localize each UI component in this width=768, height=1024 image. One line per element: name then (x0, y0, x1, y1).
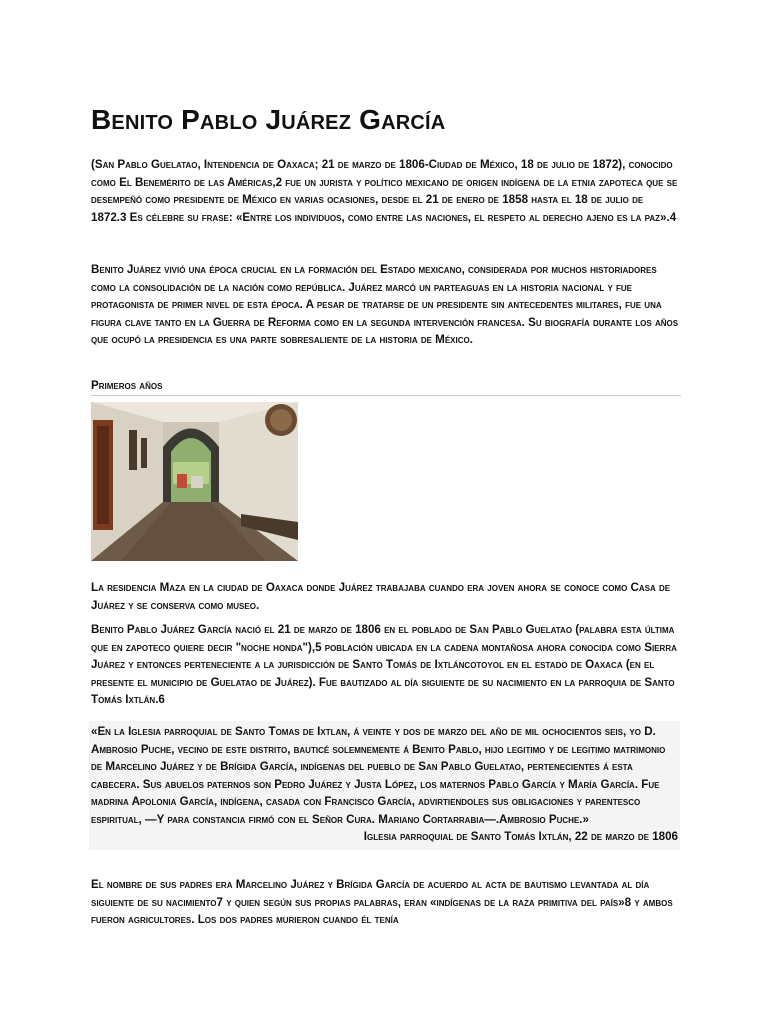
section-heading: Primeros años (91, 379, 681, 396)
casa-de-juarez-photo (91, 402, 298, 561)
image-caption: La residencia Maza en la ciudad de Oaxaca donde Juárez trabajaba cuando era joven ahora se conoce como Casa de Juárez y se conserva como museo. (91, 581, 671, 612)
baptism-quote-block (89, 721, 680, 850)
birth-paragraph: Benito Pablo Juárez García nació el 21 de marzo de 1806 en el poblado de San Pablo Guelatao (palabra esta última que en zapoteco quiere decir "noche honda"),5 población ubicada en la cadena montañosa ahora conocida como Sierra Juárez y entonces perteneciente a la jurisdicción de Santo Tomás de Ixtláncotoyol en el estado de Oaxaca (en el presente el municipio de Guelatao de Juárez). Fue bautizado al día siguiente de su nacimiento en la parroquia de Santo Tomás Ixtlán.6 (91, 623, 677, 706)
corridor-illustration (91, 402, 298, 561)
quote-citation: Iglesia parroquial de Santo Tomás Ixtlán, 22 de marzo de 1806 (363, 830, 678, 843)
parents-paragraph: El nombre de sus padres era Marcelino Juárez y Brígida García de acuerdo al acta de bautismo levantada al día siguiente de su nacimiento7 y quien según sus propias palabras, eran «indígenas de la raza primitiva del país»8 y ambos fueron agricultores. Los dos padres murieron cuando él tenía (91, 878, 673, 926)
context-paragraph: Benito Juárez vivió una época crucial en la formación del Estado mexicano, considerada por muchos historiadores como la consolidación de la nación como república. Juárez marcó un parteaguas en la historia nacional y fue protagonista de primer nivel de esta época. A pesar de tratarse de un presidente sin antecedentes militares, fue una figura clave tanto en la Guerra de Reforma como en la segunda intervención francesa. Su biografía durante los años que ocupó la presidencia es una parte sobresaliente de la historia de México. (91, 263, 679, 346)
quote-text: «En la Iglesia parroquial de Santo Tomas de Ixtlan, á veinte y dos de marzo del año de mil ochocientos seis, yo D. Ambrosio Puche, vecino de este distrito, bauticé solemnemente á Benito Pablo, hijo legitimo y de legitimo matrimonio de Marcelino Juárez y de Brígida García, indígenas del pueblo de San Pablo Guelatao, pertenecientes á esta cabecera. Sus abuelos paternos son Pedro Juárez y Justa López, los maternos Pablo García y María García. Fue madrina Apolonia García, indígena, casada con Francisco García, advirtiendoles sus obligaciones y parentesco espiritual, —Y para constancia firmó con el Señor Cura. Mariano Cortarrabia—.Ambrosio Puche.» (91, 725, 666, 826)
page-title: Benito Pablo Juárez García (91, 104, 446, 135)
intro-paragraph: (San Pablo Guelatao, Intendencia de Oaxaca; 21 de marzo de 1806-Ciudad de México, 18 de julio de 1872), conocido como El Benemérito de las Américas,2 fue un jurista y político mexicano de origen indígena de la etnia zapoteca que se desempeñó como presidente de México en varias ocasiones, desde el 21 de enero de 1858 hasta el 18 de julio de 1872.3 Es célebre su frase: «Entre los individuos, como entre las naciones, el respeto al derecho ajeno es la paz».4 (91, 158, 678, 224)
